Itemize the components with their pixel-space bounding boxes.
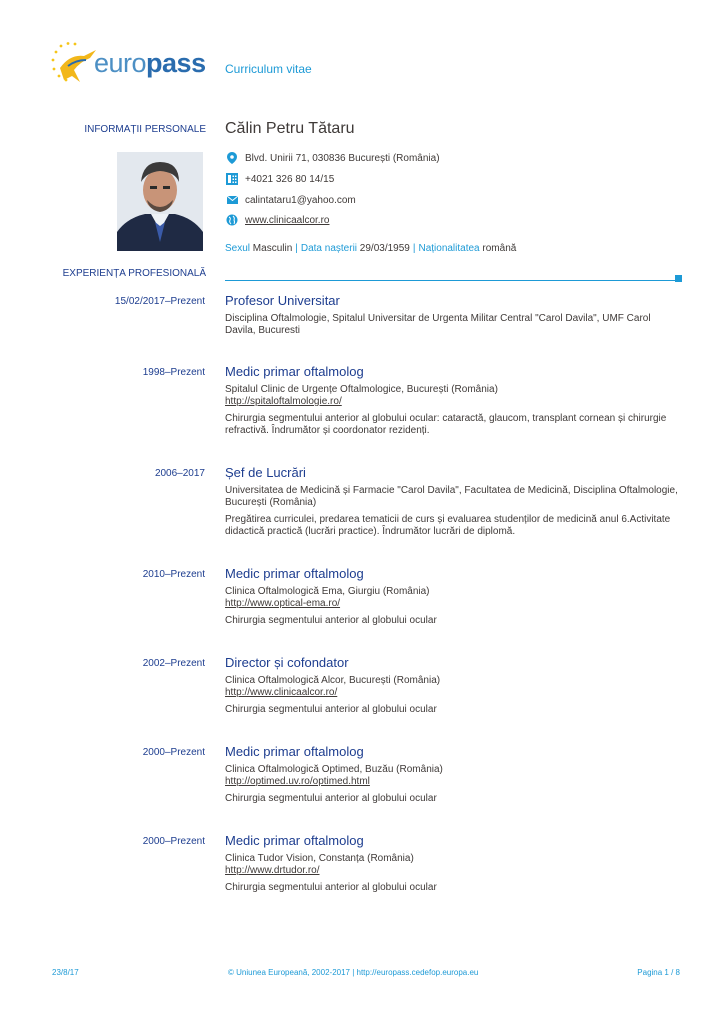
contact-website: [226, 214, 329, 226]
job-description: Chirurgia segmentului anterior al globului ocular: cataractă, glaucom, transplant cornean și chirurgie refractivă. Îndrumător și coordonator rezidenți.: [225, 413, 667, 436]
job-details: [225, 313, 680, 337]
job-date: 2000–Prezent: [142, 836, 205, 847]
footer-copyright: © Uniunea Europeană, 2002-2017 | http://europass.cedefop.europa.eu: [228, 968, 479, 977]
europass-logo: [50, 40, 210, 90]
section-divider: [225, 280, 677, 281]
job-title: Medic primar oftalmolog: [225, 833, 364, 848]
job-details: [225, 853, 680, 899]
job-link[interactable]: http://www.drtudor.ro/: [225, 865, 320, 876]
job-date: 1998–Prezent: [142, 367, 205, 378]
job-title: Medic primar oftalmolog: [225, 566, 364, 581]
job-link[interactable]: http://www.clinicaalcor.ro/: [225, 687, 338, 698]
job-details: [225, 384, 680, 442]
section-label-personal: INFORMAȚII PERSONALE: [84, 124, 206, 135]
job-title: Medic primar oftalmolog: [225, 364, 364, 379]
job-date: 2000–Prezent: [142, 747, 205, 758]
job-employer: Clinica Oftalmologică Alcor, București (România): [225, 675, 441, 686]
job-title: Șef de Lucrări: [225, 465, 306, 480]
contact-email: calintataru1@yahoo.com: [226, 194, 356, 206]
job-date: 2002–Prezent: [142, 658, 205, 669]
job-description: Chirurgia segmentului anterior al globului ocular: [225, 882, 437, 893]
footer-page-number: Pagina 1 / 8: [637, 968, 680, 977]
job-link[interactable]: http://optimed.uv.ro/optimed.html: [225, 776, 370, 787]
job-details: [225, 485, 680, 543]
job-description: Chirurgia segmentului anterior al globului ocular: [225, 704, 437, 715]
personal-details-line: Sexul Masculin | Data nașterii 29/03/1959 | Naționalitatea română: [225, 243, 517, 254]
job-date: 2010–Prezent: [142, 569, 205, 580]
job-employer: Clinica Oftalmologică Ema, Giurgiu (România): [225, 586, 430, 597]
job-details: [225, 764, 680, 810]
job-title: Profesor Universitar: [225, 293, 340, 308]
email-icon: [226, 194, 238, 206]
location-pin-icon: [226, 152, 238, 164]
job-title: Director și cofondator: [225, 655, 349, 670]
job-employer: Clinica Tudor Vision, Constanța (România): [225, 853, 414, 864]
contact-address: Blvd. Unirii 71, 030836 București (România): [226, 152, 440, 164]
job-date: 2006–2017: [154, 468, 205, 479]
job-link[interactable]: http://www.optical-ema.ro/: [225, 598, 341, 609]
job-details: [225, 675, 680, 721]
job-description: Pregătirea curriculei, predarea tematicii de curs și evaluarea studenților de medicină anul 6.Activitate didactică practică (lucrări practice). Îndrumător lucrări de diplomă.: [225, 514, 671, 537]
europass-star-figure-icon: [50, 42, 98, 86]
section-divider-marker: [675, 275, 682, 282]
contact-phone: +4021 326 80 14/15: [226, 173, 334, 185]
job-date: 15/02/2017–Prezent: [114, 296, 205, 307]
europass-wordmark: europass: [94, 48, 206, 78]
job-description: Chirurgia segmentului anterior al globului ocular: [225, 793, 437, 804]
job-title: Medic primar oftalmolog: [225, 744, 364, 759]
job-employer: Spitalul Clinic de Urgențe Oftalmologice, București (România): [225, 384, 498, 395]
section-label-experience: EXPERIENȚA PROFESIONALĂ: [62, 268, 206, 279]
job-description: Chirurgia segmentului anterior al globului ocular: [225, 615, 437, 626]
job-employer: Clinica Oftalmologică Optimed, Buzău (România): [225, 764, 443, 775]
phone-icon: [226, 173, 238, 185]
globe-icon: [226, 214, 238, 226]
profile-photo: [117, 152, 203, 251]
job-details: [225, 586, 680, 632]
job-employer: Universitatea de Medicină și Farmacie "Carol Davila", Facultatea de Medicină, Disciplina Oftalmologie, București (România): [225, 485, 678, 508]
job-link[interactable]: http://spitaloftalmologie.ro/: [225, 396, 342, 407]
document-title: Curriculum vitae: [225, 62, 312, 76]
website-link[interactable]: www.clinicaalcor.ro: [245, 214, 330, 226]
footer-date: 23/8/17: [52, 968, 79, 977]
person-name: Călin Petru Tătaru: [225, 120, 355, 137]
job-employer: Disciplina Oftalmologie, Spitalul Universitar de Urgenta Militar Central "Carol Davila", UMF Carol Davila, Bucuresti: [225, 313, 651, 336]
